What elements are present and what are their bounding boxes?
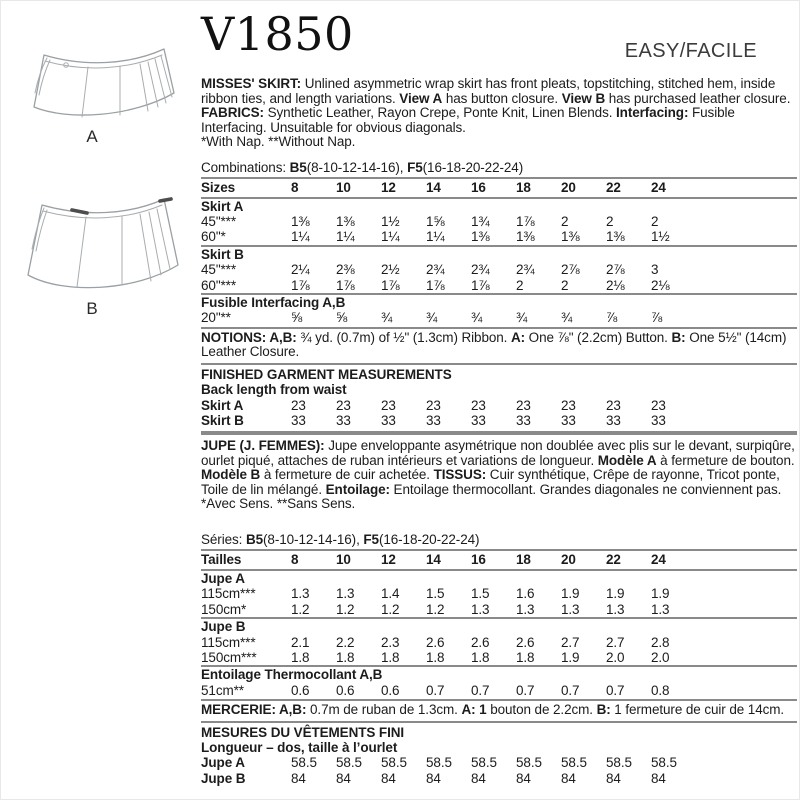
section-heading-row — [201, 246, 797, 262]
value-cell: 0.7 — [606, 682, 625, 698]
skirt-view-a-line-drawing — [14, 41, 188, 125]
text-segment: (8-10-12-14-16), — [263, 531, 364, 547]
spacer-cell — [696, 262, 797, 277]
text-segment: Modèle B — [201, 467, 261, 483]
value-cell: 58.5 — [606, 755, 632, 771]
text-segment: Entoilage: — [325, 481, 390, 497]
french-description — [201, 439, 797, 497]
spacer-cell — [696, 550, 797, 570]
row-label: Jupe B — [201, 770, 246, 786]
text-segment: Interfacing: — [616, 105, 689, 120]
section-heading-row — [201, 198, 797, 214]
value-cell: 58.5 — [336, 755, 362, 771]
value-cell: 1.9 — [561, 586, 580, 602]
text-segment: View B — [561, 90, 606, 106]
text-segment: MERCERIE: A,B: — [201, 702, 307, 718]
row-label: Skirt B — [201, 412, 244, 428]
spacer-cell — [696, 178, 797, 198]
value-cell: 2 — [561, 213, 569, 229]
section-heading: Skirt B — [201, 246, 244, 262]
section-heading: Back length from waist — [201, 382, 347, 398]
french-finished-measurements — [201, 721, 797, 787]
view-a-label: A — [86, 127, 98, 146]
text-segment: Séries: — [201, 531, 246, 547]
value-cell: 1⅜ — [516, 229, 535, 245]
value-cell: 2⅞ — [606, 262, 625, 278]
spacer-cell — [696, 310, 797, 325]
language-separator-rule — [201, 431, 797, 435]
text-segment: Synthetic Leather, Rayon Crepe, Ponte Knit, Linen Blends. — [263, 105, 617, 120]
section-heading: Fusible Interfacing A,B — [201, 294, 346, 310]
value-cell: 1⅞ — [381, 277, 400, 293]
text-segment: Fusible Interfacing. Unsuitable for obvious diagonals. — [201, 105, 735, 135]
value-cell: 58.5 — [561, 755, 587, 771]
value-cell: 1⅞ — [291, 277, 310, 293]
value-cell: 1.8 — [516, 649, 535, 665]
table-row — [201, 650, 797, 666]
size-column-header: 10 — [336, 179, 351, 195]
size-column-header: 20 — [561, 551, 576, 567]
value-cell: 58.5 — [471, 755, 497, 771]
size-column-header: 12 — [381, 179, 396, 195]
value-cell: 0.6 — [381, 682, 400, 698]
text-segment: One 5½" (14cm) Leather Closure. — [201, 329, 787, 360]
value-cell: 33 — [606, 412, 621, 428]
value-cell: 1.5 — [471, 586, 490, 602]
text-segment: F5 — [363, 531, 379, 547]
pattern-number: V1850 — [201, 7, 354, 61]
spacer-cell — [696, 398, 797, 413]
value-cell: 2⅜ — [336, 262, 355, 278]
value-cell: 1⅞ — [426, 277, 445, 293]
section-heading: Jupe B — [201, 619, 246, 635]
value-cell: 84 — [426, 770, 441, 786]
value-cell: 1.9 — [606, 586, 625, 602]
english-yardage-table — [201, 177, 797, 326]
row-label: 115cm*** — [201, 586, 256, 602]
value-cell: 33 — [291, 412, 306, 428]
value-cell: 23 — [516, 397, 531, 413]
size-column-header: 16 — [471, 551, 486, 567]
value-cell: ¾ — [561, 310, 573, 326]
value-cell: 2 — [516, 277, 524, 293]
value-cell: 33 — [336, 412, 351, 428]
table-row — [201, 755, 797, 770]
table-row — [201, 262, 797, 277]
table-row — [201, 229, 797, 245]
value-cell: 2.7 — [606, 634, 625, 650]
text-segment: MISSES' SKIRT: — [201, 76, 302, 91]
table-row — [201, 586, 797, 601]
text-segment: Cuir synthétique, Crêpe de rayonne, Tricot ponte, Toile de lin mélangé. — [201, 467, 780, 497]
section-heading-row — [201, 294, 797, 310]
value-cell: 3 — [651, 262, 659, 278]
skirt-view-b-line-drawing — [14, 193, 188, 297]
table-section — [201, 666, 797, 698]
value-cell: 23 — [606, 397, 621, 413]
value-cell: 33 — [426, 412, 441, 428]
text-segment: A: — [510, 329, 526, 345]
value-cell: 2.3 — [381, 634, 400, 650]
section-heading: FINISHED GARMENT MEASUREMENTS — [201, 366, 452, 382]
table-section — [201, 198, 797, 246]
value-cell: 1⅞ — [336, 277, 355, 293]
value-cell: 1⅜ — [291, 213, 310, 229]
french-nap-note: *Avec Sens. **Sans Sens. — [201, 496, 356, 512]
value-cell: 84 — [291, 770, 306, 786]
value-cell: 1½ — [381, 213, 400, 229]
value-cell: 1.3 — [651, 601, 670, 617]
table-row — [201, 413, 797, 428]
value-cell: 1⅜ — [471, 229, 490, 245]
value-cell: 23 — [651, 397, 666, 413]
section-heading: Longueur – dos, taille à l’ourlet — [201, 740, 398, 756]
size-column-header: 24 — [651, 551, 666, 567]
value-cell: 1.2 — [381, 601, 400, 617]
text-segment: View A — [399, 90, 443, 106]
value-cell: 33 — [561, 412, 576, 428]
value-cell: 2.6 — [471, 634, 490, 650]
difficulty-rating: EASY/FACILE — [624, 40, 757, 62]
value-cell: 23 — [291, 397, 306, 413]
value-cell: 2.7 — [561, 634, 580, 650]
section-heading-row — [201, 666, 797, 682]
table-row — [201, 278, 797, 294]
english-notions — [201, 327, 797, 362]
value-cell: 1.2 — [426, 601, 445, 617]
value-cell: 33 — [471, 412, 486, 428]
value-cell: 1.3 — [561, 601, 580, 617]
table-row — [201, 771, 797, 786]
value-cell: 2¾ — [516, 262, 535, 278]
text-segment: B5 — [245, 531, 264, 547]
section-heading-row — [201, 382, 797, 397]
value-cell: 58.5 — [426, 755, 452, 771]
text-segment: Combinations: — [201, 159, 290, 175]
value-cell: 0.7 — [426, 682, 445, 698]
value-cell: 1.3 — [516, 601, 535, 617]
value-cell: 2⅞ — [561, 262, 580, 278]
section-heading: Entoilage Thermocollant A,B — [201, 667, 383, 683]
value-cell: 1.8 — [381, 649, 400, 665]
section-heading: Skirt A — [201, 198, 244, 214]
value-cell: 84 — [651, 770, 666, 786]
row-label: 51cm** — [201, 682, 244, 698]
text-segment: F5 — [407, 159, 423, 175]
skirt-b-seams — [77, 216, 122, 287]
text-segment: (8-10-12-14-16), — [306, 159, 408, 175]
text-segment: B5 — [289, 159, 307, 175]
value-cell: 1.2 — [336, 601, 355, 617]
french-finished-table — [201, 725, 797, 787]
table-section — [201, 246, 797, 294]
value-cell: 1.5 — [426, 586, 445, 602]
table-section — [201, 570, 797, 618]
table-row — [201, 310, 797, 325]
text-segment: has purchased leather closure. — [605, 90, 791, 106]
french-series — [201, 532, 797, 547]
value-cell: 0.6 — [291, 682, 310, 698]
row-label: Jupe A — [201, 755, 245, 771]
skirt-a-seams — [82, 66, 120, 117]
french-yardage-table — [201, 549, 797, 698]
size-column-header: 14 — [426, 551, 441, 567]
size-column-header: 16 — [471, 179, 486, 195]
size-column-header: 22 — [606, 179, 621, 195]
value-cell: 0.7 — [516, 682, 535, 698]
value-cell: 33 — [381, 412, 396, 428]
value-cell: 23 — [381, 397, 396, 413]
text-segment: A: 1 — [461, 702, 487, 718]
section-heading-row — [201, 570, 797, 586]
value-cell: 58.5 — [516, 755, 542, 771]
value-cell: 84 — [471, 770, 486, 786]
spacer-cell — [696, 771, 797, 786]
table-row — [201, 635, 797, 650]
value-cell: 1.3 — [471, 601, 490, 617]
spacer-cell — [696, 650, 797, 666]
value-cell: 0.7 — [471, 682, 490, 698]
row-label: 60"* — [201, 229, 226, 245]
size-column-header: 18 — [516, 551, 531, 567]
view-illustrations — [7, 41, 195, 319]
section-heading-row — [201, 618, 797, 634]
spacer-cell — [696, 683, 797, 698]
spacer-cell — [696, 602, 797, 618]
text-segment: Jupe enveloppante asymétrique non doublée avec plis sur le devant, surpiqûre, ourlet piqué, attaches de ruban intérieurs et variations de longueur. — [201, 438, 795, 468]
value-cell: 1.4 — [381, 586, 400, 602]
value-cell: 0.8 — [651, 682, 670, 698]
value-cell: 1.8 — [336, 649, 355, 665]
value-cell: 58.5 — [381, 755, 407, 771]
row-label: 115cm*** — [201, 634, 256, 650]
value-cell: 23 — [426, 397, 441, 413]
value-cell: 1.9 — [651, 586, 670, 602]
row-label: 150cm* — [201, 601, 247, 617]
size-column-header: 8 — [291, 551, 299, 567]
value-cell: 1⅞ — [471, 277, 490, 293]
text-segment: B: — [671, 329, 686, 345]
text-segment: 1 fermeture de cuir de 14cm. — [610, 702, 785, 718]
value-cell: 84 — [516, 770, 531, 786]
size-column-header: 24 — [651, 179, 666, 195]
view-b-label: B — [86, 299, 98, 318]
value-cell: 58.5 — [291, 755, 317, 771]
text-segment: has button closure. — [442, 90, 562, 106]
value-cell: 0.6 — [336, 682, 355, 698]
english-finished-table — [201, 367, 797, 429]
value-cell: 1¼ — [291, 229, 310, 245]
table-row — [201, 683, 797, 698]
spacer-cell — [696, 586, 797, 601]
value-cell: 2.0 — [606, 649, 625, 665]
value-cell: 1¼ — [336, 229, 355, 245]
value-cell: 2¼ — [291, 262, 310, 278]
value-cell: 58.5 — [651, 755, 677, 771]
value-cell: 2.6 — [516, 634, 535, 650]
value-cell: 1.2 — [291, 601, 310, 617]
value-cell: 1.8 — [426, 649, 445, 665]
value-cell: 2.2 — [336, 634, 355, 650]
english-nap-note: *With Nap. **Without Nap. — [201, 134, 356, 149]
spacer-cell — [696, 278, 797, 294]
value-cell: 2.8 — [651, 634, 670, 650]
skirt-b-outline — [28, 199, 178, 288]
value-cell: 2⅛ — [606, 277, 625, 293]
table-section — [201, 725, 797, 787]
text-segment: ¾ yd. (0.7m) of ½" (1.3cm) Ribbon. — [296, 329, 511, 345]
value-cell: 1⅝ — [426, 213, 445, 229]
value-cell: 84 — [561, 770, 576, 786]
value-cell: 1.3 — [606, 601, 625, 617]
value-cell: 2.0 — [651, 649, 670, 665]
text-segment: TISSUS: — [433, 467, 487, 483]
size-column-header: 22 — [606, 551, 621, 567]
value-cell: 2.1 — [291, 634, 310, 650]
text-segment: Modèle A — [597, 452, 657, 468]
row-label: 60"*** — [201, 277, 236, 293]
value-cell: 1.3 — [291, 586, 310, 602]
value-cell: ¾ — [471, 310, 483, 326]
text-segment: à fermeture de cuir achetée. — [260, 467, 434, 483]
spacer-cell — [696, 635, 797, 650]
value-cell: 33 — [516, 412, 531, 428]
size-column-header: 10 — [336, 551, 351, 567]
value-cell: 84 — [336, 770, 351, 786]
section-heading-row — [201, 740, 797, 755]
text-segment: 0.7m de ruban de 1.3cm. — [306, 702, 462, 718]
value-cell: 2¾ — [471, 262, 490, 278]
value-cell: 0.7 — [561, 682, 580, 698]
value-cell: ⅞ — [651, 310, 663, 326]
table-header-row — [201, 550, 797, 570]
text-column — [201, 1, 797, 786]
value-cell: 23 — [336, 397, 351, 413]
text-segment: (16-18-20-22-24) — [378, 531, 480, 547]
skirt-a-waistband — [45, 55, 162, 68]
text-segment: JUPE (J. FEMMES): — [201, 438, 325, 454]
table-row — [201, 602, 797, 618]
value-cell: 1.9 — [561, 649, 580, 665]
value-cell: ⅝ — [336, 310, 348, 326]
spacer-cell — [696, 229, 797, 245]
text-segment: Entoilage thermocollant. Grandes diagonales ne conviennent pas. — [389, 481, 782, 497]
text-segment: à fermeture de bouton. — [656, 452, 795, 468]
value-cell: 1⅞ — [516, 213, 535, 229]
value-cell: 1.6 — [516, 586, 535, 602]
row-label: 20"** — [201, 310, 231, 326]
masthead — [201, 9, 797, 69]
value-cell: 2 — [606, 213, 614, 229]
value-cell: 84 — [381, 770, 396, 786]
size-column-header: 18 — [516, 179, 531, 195]
french-mercerie — [201, 699, 797, 720]
spacer-cell — [696, 413, 797, 428]
text-segment: One ⅞" (2.2cm) Button. — [525, 329, 672, 345]
value-cell: 1¼ — [381, 229, 400, 245]
english-finished-measurements — [201, 363, 797, 429]
value-cell: 33 — [651, 412, 666, 428]
size-column-header: 14 — [426, 179, 441, 195]
value-cell: 1⅜ — [561, 229, 580, 245]
table-section — [201, 367, 797, 429]
table-section — [201, 294, 797, 326]
row-label: Skirt A — [201, 397, 244, 413]
value-cell: 1.3 — [336, 586, 355, 602]
row-label: 45"*** — [201, 213, 236, 229]
spacer-cell — [696, 214, 797, 229]
size-column-header: 8 — [291, 179, 299, 195]
section-heading-row — [201, 367, 797, 382]
value-cell: 2 — [561, 277, 569, 293]
section-heading: MESURES DU VÊTEMENTS FINI — [201, 724, 405, 740]
table-label-header: Tailles — [201, 551, 242, 567]
value-cell: ⅝ — [291, 310, 303, 326]
value-cell: ¾ — [381, 310, 393, 326]
value-cell: 1¼ — [426, 229, 445, 245]
value-cell: 23 — [561, 397, 576, 413]
value-cell: 1⅜ — [606, 229, 625, 245]
text-segment: Unlined asymmetric wrap skirt has front pleats, topstitching, stitched hem, inside ribbon ties, and length variations. — [201, 76, 776, 106]
english-description — [201, 77, 797, 135]
value-cell: 1.8 — [471, 649, 490, 665]
table-header-row — [201, 178, 797, 198]
section-heading: Jupe A — [201, 570, 245, 586]
value-cell: 23 — [471, 397, 486, 413]
value-cell: 1.8 — [291, 649, 310, 665]
table-row — [201, 214, 797, 229]
value-cell: ¾ — [516, 310, 528, 326]
text-segment: bouton de 2.2cm. — [486, 702, 597, 718]
text-segment: (16-18-20-22-24) — [422, 159, 524, 175]
text-segment: FABRICS: — [201, 105, 264, 120]
value-cell: 2.6 — [426, 634, 445, 650]
value-cell: 2¾ — [426, 262, 445, 278]
value-cell: 84 — [606, 770, 621, 786]
table-label-header: Sizes — [201, 179, 236, 195]
value-cell: 1⅜ — [336, 213, 355, 229]
value-cell: 1½ — [651, 229, 670, 245]
text-segment: B: — [596, 702, 611, 718]
skirt-b-pleats — [140, 209, 170, 281]
row-label: 150cm*** — [201, 649, 257, 665]
row-label: 45"*** — [201, 262, 236, 278]
size-column-header: 20 — [561, 179, 576, 195]
table-row — [201, 398, 797, 413]
table-section — [201, 618, 797, 666]
text-segment: NOTIONS: A,B: — [201, 329, 297, 345]
value-cell: ⅞ — [606, 310, 618, 326]
english-combinations — [201, 160, 797, 175]
size-column-header: 12 — [381, 551, 396, 567]
value-cell: 2 — [651, 213, 659, 229]
value-cell: 2½ — [381, 262, 400, 278]
section-heading-row — [201, 725, 797, 740]
spacer-cell — [696, 755, 797, 770]
value-cell: 2⅛ — [651, 277, 670, 293]
value-cell: 1¾ — [471, 213, 490, 229]
value-cell: ¾ — [426, 310, 438, 326]
